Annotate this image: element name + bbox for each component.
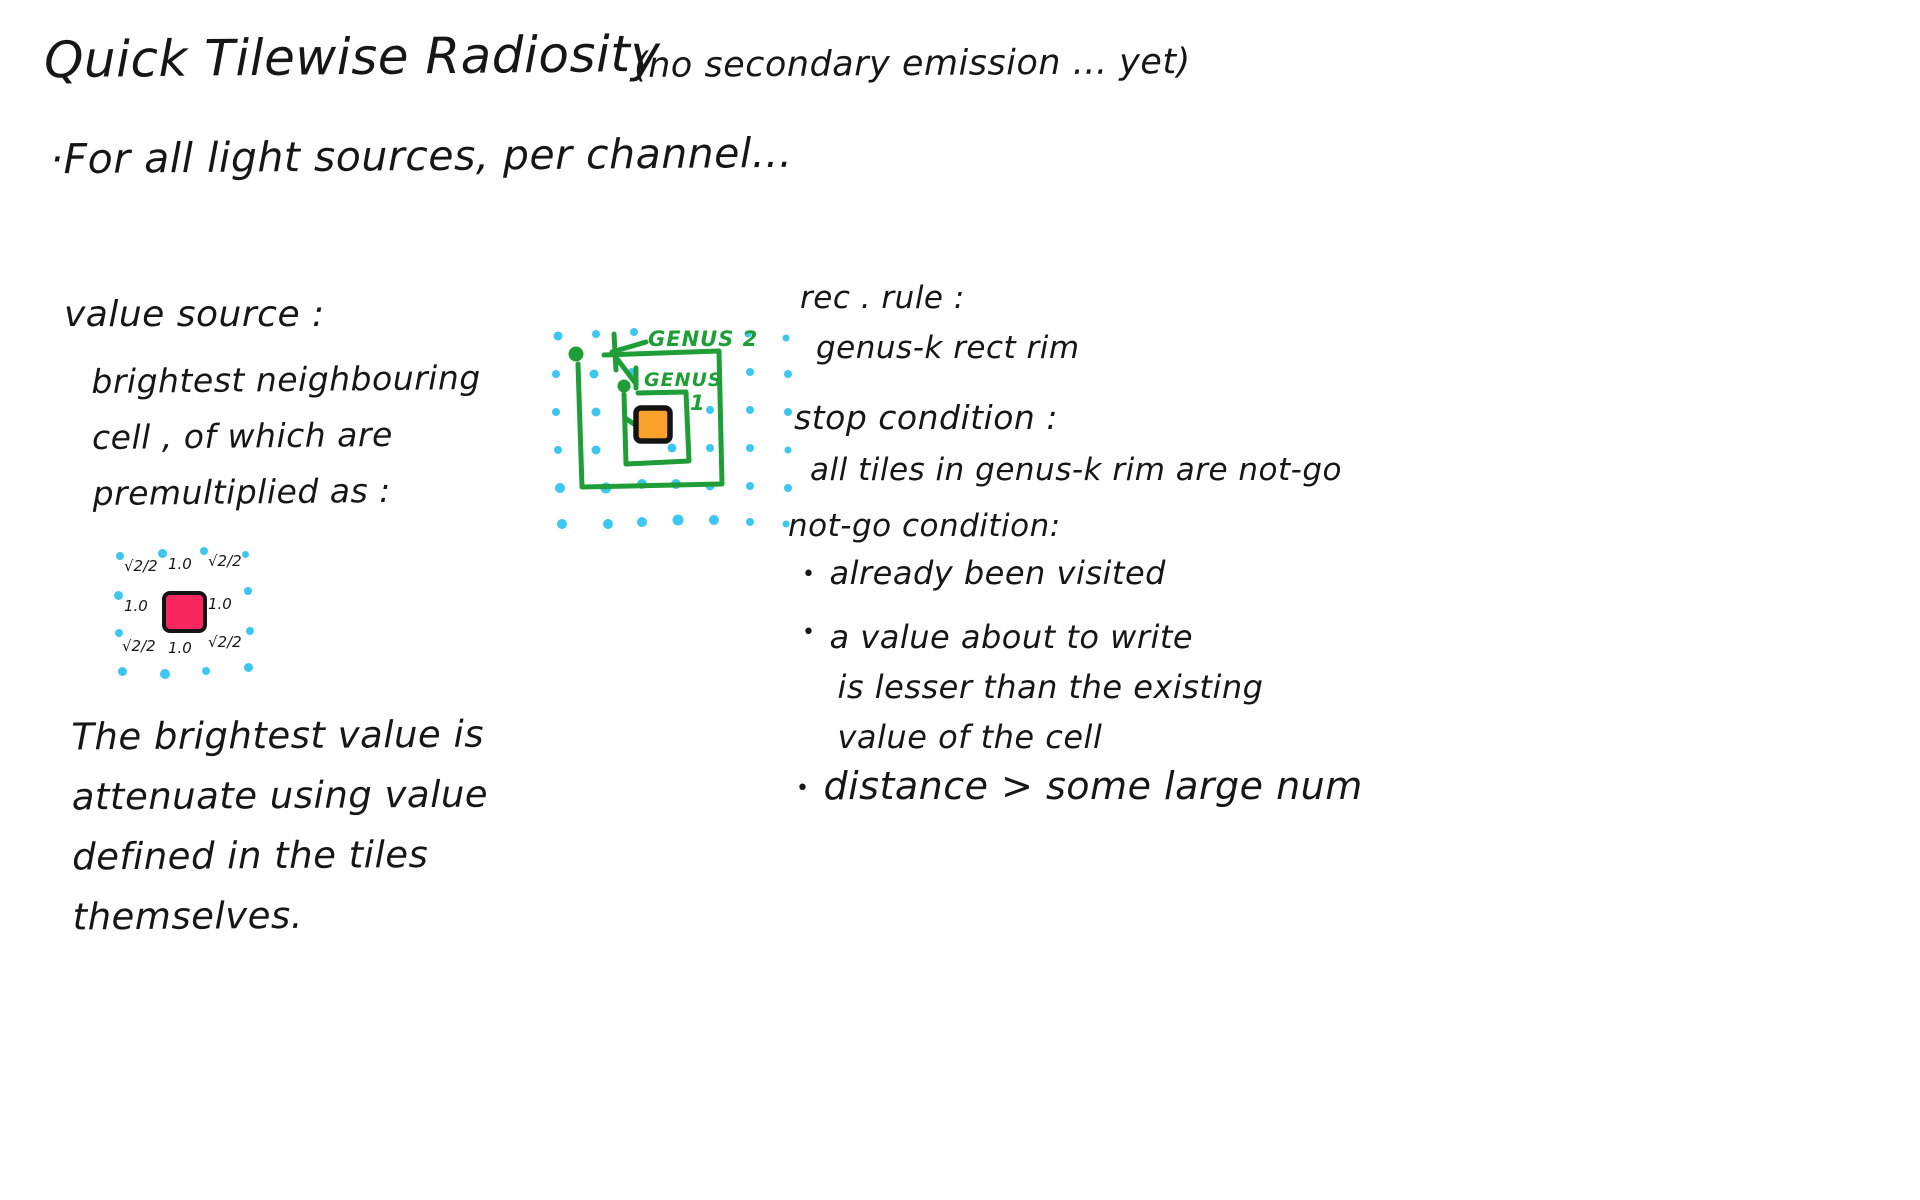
bullet-line: a value about to write: [829, 618, 1194, 656]
grid-dot: [116, 552, 124, 560]
bullet-line: value of the cell: [837, 718, 1103, 756]
kernel-weight: 1.0: [168, 555, 192, 573]
bullet-icon: •: [796, 776, 810, 801]
paragraph-line: themselves.: [72, 893, 304, 939]
page-title: Quick Tilewise Radiosity: [43, 24, 661, 90]
kernel-weight: √2/2: [208, 633, 242, 651]
rec-rule-line: genus-k rect rim: [816, 330, 1080, 366]
paragraph-line: attenuate using value: [71, 772, 489, 819]
value-source-line: cell , of which are: [91, 414, 393, 458]
grid-dot: [242, 551, 249, 558]
value-source-line: brightest neighbouring: [91, 357, 481, 402]
bullet-line: distance > some large num: [823, 764, 1363, 808]
bullet-line: is lesser than the existing: [837, 668, 1264, 706]
notgo-bullet-lesser-value: [802, 612, 1263, 762]
genus2-start-dot: [569, 347, 584, 362]
center-tile: [636, 408, 670, 441]
paragraph-line: The brightest value is: [71, 712, 485, 759]
rec-rule-heading: rec . rule :: [800, 280, 965, 316]
genus1-label: GENUS: [644, 369, 723, 391]
kernel-center-cell: [162, 591, 207, 633]
paragraph-line: defined in the tiles: [72, 832, 429, 879]
bullet-line: already been visited: [829, 554, 1166, 592]
rules-column: [788, 272, 1488, 832]
grid-dot: [244, 587, 252, 595]
grid-dot: [246, 627, 254, 635]
attenuation-paragraph: [71, 705, 489, 948]
grid-dot: [158, 549, 167, 558]
genus-rim-diagram: [546, 318, 802, 554]
kernel-weight: √2/2: [124, 557, 158, 575]
kernel-diagram: [110, 543, 280, 683]
stop-condition-heading: stop condition :: [794, 398, 1058, 437]
value-source-heading: value source :: [64, 294, 325, 335]
notgo-bullet-visited: [802, 554, 1166, 592]
grid-dot: [160, 669, 170, 679]
genus1-number: 1: [690, 391, 705, 415]
kernel-weight: 1.0: [124, 597, 148, 615]
kernel-weight: √2/2: [208, 552, 242, 570]
grid-dot: [200, 547, 208, 555]
genus1-start-dot: [618, 380, 631, 393]
bullet-icon: •: [802, 562, 816, 587]
notgo-bullet-distance: [796, 764, 1363, 808]
intro-line: ·For all light sources, per channel...: [49, 128, 793, 184]
grid-dot: [202, 667, 210, 675]
value-source-line: premultiplied as :: [92, 470, 391, 514]
grid-dot: [118, 667, 127, 676]
kernel-weight: 1.0: [208, 595, 232, 613]
stop-condition-line: all tiles in genus-k rim are not-go: [810, 452, 1343, 488]
grid-dot: [114, 591, 123, 600]
value-source-lines: [91, 350, 482, 522]
grid-dot: [244, 663, 253, 672]
genus2-label: GENUS 2: [648, 327, 759, 351]
grid-dot: [115, 629, 123, 637]
bullet-icon: •: [802, 620, 816, 645]
kernel-weight: √2/2: [122, 637, 156, 655]
notgo-condition-heading: not-go condition:: [788, 508, 1061, 544]
kernel-weight: 1.0: [168, 639, 192, 657]
genus2-arrow: [612, 334, 646, 384]
page-title-aside: (no secondary emission ... yet): [633, 42, 1191, 86]
